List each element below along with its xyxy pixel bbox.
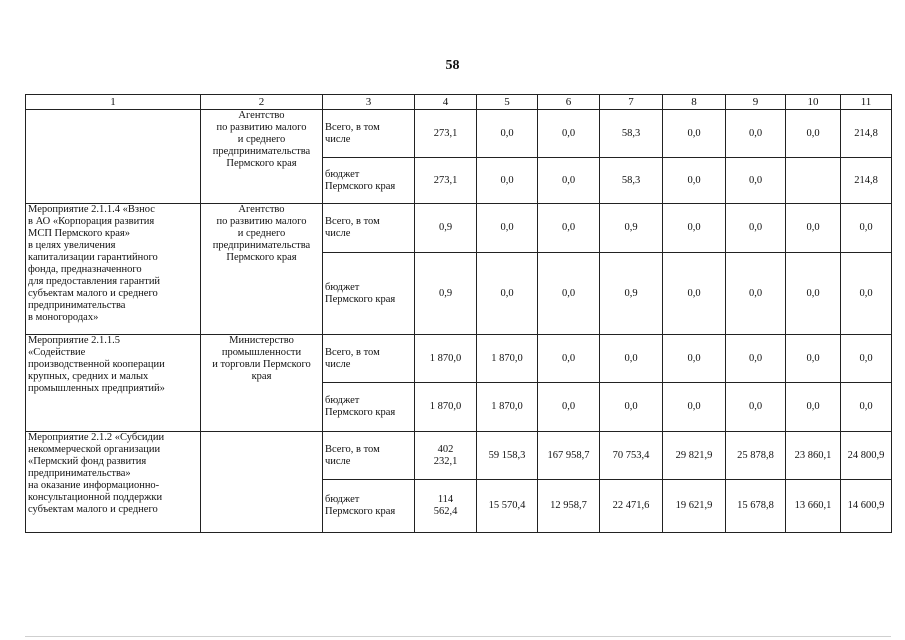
value-cell: 0,9 xyxy=(415,204,477,253)
value-cell: 59 158,3 xyxy=(477,432,538,480)
funding-source-cell: Всего, в том числе xyxy=(323,432,415,480)
value-cell: 402 232,1 xyxy=(415,432,477,480)
column-header: 8 xyxy=(663,95,726,110)
value-cell: 0,0 xyxy=(538,253,600,335)
value-cell: 1 870,0 xyxy=(477,335,538,383)
budget-table xyxy=(25,94,892,533)
value-cell: 0,0 xyxy=(600,383,663,432)
value-cell: 0,0 xyxy=(477,253,538,335)
value-cell: 15 678,8 xyxy=(726,480,786,533)
column-header: 1 xyxy=(26,95,201,110)
value-cell: 114 562,4 xyxy=(415,480,477,533)
column-header: 3 xyxy=(323,95,415,110)
value-cell: 0,0 xyxy=(663,383,726,432)
funding-source-cell: бюджет Пермского края xyxy=(323,158,415,204)
table-row xyxy=(26,432,892,480)
value-cell: 0,0 xyxy=(477,158,538,204)
measure-cell: Мероприятие 2.1.2 «Субсидии некоммерческой организации «Пермский фонд развития предпринимательства» на оказание информационно- консультационной поддержки субъектам малого и среднего xyxy=(26,432,201,533)
value-cell: 12 958,7 xyxy=(538,480,600,533)
value-cell: 1 870,0 xyxy=(415,335,477,383)
funding-source-cell: Всего, в том числе xyxy=(323,204,415,253)
value-cell: 24 800,9 xyxy=(841,432,892,480)
value-cell: 0,0 xyxy=(841,253,892,335)
column-header: 2 xyxy=(201,95,323,110)
bottom-divider xyxy=(25,636,891,637)
value-cell: 22 471,6 xyxy=(600,480,663,533)
value-cell: 0,0 xyxy=(841,204,892,253)
value-cell: 273,1 xyxy=(415,158,477,204)
value-cell: 23 860,1 xyxy=(786,432,841,480)
value-cell: 58,3 xyxy=(600,158,663,204)
value-cell: 0,0 xyxy=(726,158,786,204)
value-cell: 273,1 xyxy=(415,110,477,158)
value-cell: 0,0 xyxy=(726,335,786,383)
value-cell: 0,0 xyxy=(477,204,538,253)
value-cell: 167 958,7 xyxy=(538,432,600,480)
executor-cell: Министерство промышленности и торговли Пермского края xyxy=(201,335,323,432)
value-cell: 0,0 xyxy=(786,204,841,253)
funding-source-cell: Всего, в том числе xyxy=(323,335,415,383)
column-header: 6 xyxy=(538,95,600,110)
executor-cell xyxy=(201,432,323,533)
value-cell: 0,0 xyxy=(786,335,841,383)
header-row xyxy=(26,95,892,110)
measure-cell xyxy=(26,110,201,204)
value-cell: 1 870,0 xyxy=(415,383,477,432)
value-cell: 214,8 xyxy=(841,110,892,158)
column-header: 5 xyxy=(477,95,538,110)
executor-cell: Агентство по развитию малого и среднего предпринимательства Пермского края xyxy=(201,204,323,335)
value-cell: 0,0 xyxy=(786,110,841,158)
value-cell: 0,0 xyxy=(841,335,892,383)
value-cell: 0,0 xyxy=(663,204,726,253)
value-cell: 0,0 xyxy=(600,335,663,383)
measure-cell: Мероприятие 2.1.1.4 «Взнос в АО «Корпорация развития МСП Пермского края» в целях увеличения капитализации гарантийного фонда, предназначенного для предоставления гарантий субъектам малого и среднего предпринимательства в моногородах» xyxy=(26,204,201,335)
value-cell: 0,0 xyxy=(663,335,726,383)
value-cell: 15 570,4 xyxy=(477,480,538,533)
value-cell: 0,0 xyxy=(841,383,892,432)
value-cell: 0,0 xyxy=(663,253,726,335)
value-cell: 0,0 xyxy=(538,158,600,204)
funding-source-cell: Всего, в том числе xyxy=(323,110,415,158)
value-cell xyxy=(786,158,841,204)
value-cell: 0,0 xyxy=(726,204,786,253)
value-cell: 0,9 xyxy=(600,204,663,253)
value-cell: 0,0 xyxy=(726,383,786,432)
table-body xyxy=(26,110,892,533)
funding-source-cell: бюджет Пермского края xyxy=(323,253,415,335)
value-cell: 0,0 xyxy=(726,253,786,335)
value-cell: 0,0 xyxy=(726,110,786,158)
table-row xyxy=(26,204,892,253)
page-number: 58 xyxy=(445,58,460,73)
value-cell: 0,0 xyxy=(663,110,726,158)
value-cell: 0,0 xyxy=(538,383,600,432)
executor-cell: Агентство по развитию малого и среднего предпринимательства Пермского края xyxy=(201,110,323,204)
value-cell: 0,0 xyxy=(538,110,600,158)
value-cell: 0,0 xyxy=(477,110,538,158)
value-cell: 0,0 xyxy=(538,204,600,253)
value-cell: 214,8 xyxy=(841,158,892,204)
value-cell: 1 870,0 xyxy=(477,383,538,432)
funding-source-cell: бюджет Пермского края xyxy=(323,383,415,432)
measure-cell: Мероприятие 2.1.1.5 «Содействие производственной кооперации крупных, средних и малых промышленных предприятий» xyxy=(26,335,201,432)
column-header: 7 xyxy=(600,95,663,110)
value-cell: 25 878,8 xyxy=(726,432,786,480)
funding-source-cell: бюджет Пермского края xyxy=(323,480,415,533)
value-cell: 0,0 xyxy=(663,158,726,204)
value-cell: 0,0 xyxy=(786,383,841,432)
column-header: 4 xyxy=(415,95,477,110)
column-header: 9 xyxy=(726,95,786,110)
value-cell: 14 600,9 xyxy=(841,480,892,533)
value-cell: 0,0 xyxy=(538,335,600,383)
value-cell: 0,9 xyxy=(600,253,663,335)
column-header: 10 xyxy=(786,95,841,110)
value-cell: 58,3 xyxy=(600,110,663,158)
value-cell: 0,9 xyxy=(415,253,477,335)
column-header: 11 xyxy=(841,95,892,110)
table-row xyxy=(26,335,892,383)
value-cell: 70 753,4 xyxy=(600,432,663,480)
table-row xyxy=(26,110,892,158)
value-cell: 13 660,1 xyxy=(786,480,841,533)
value-cell: 0,0 xyxy=(786,253,841,335)
value-cell: 19 621,9 xyxy=(663,480,726,533)
value-cell: 29 821,9 xyxy=(663,432,726,480)
